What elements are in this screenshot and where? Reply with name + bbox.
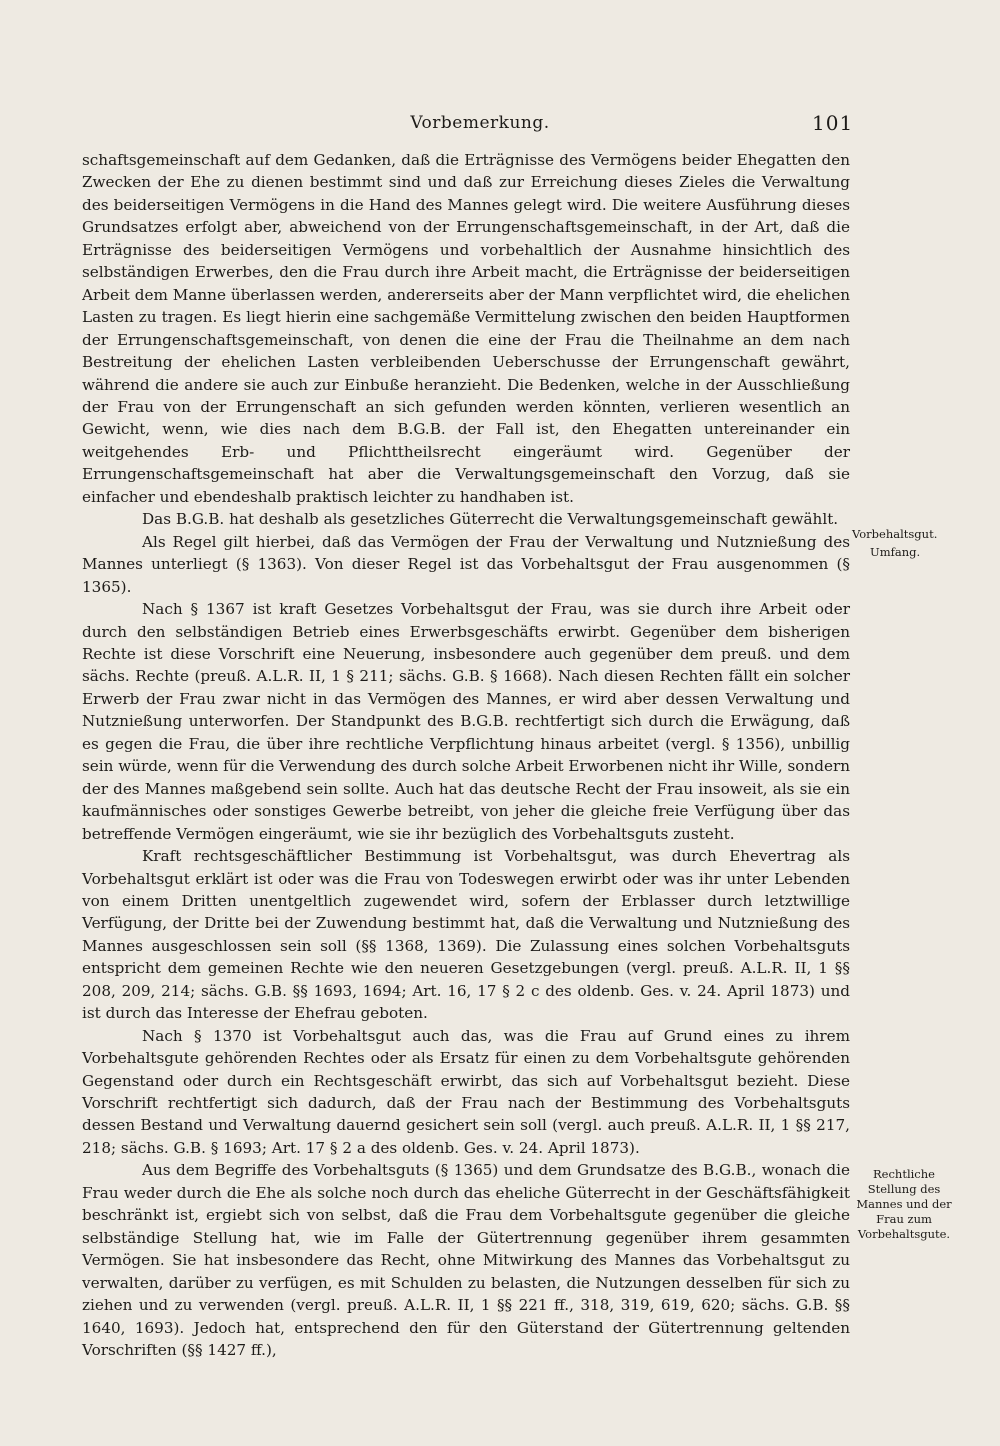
paragraph: Nach § 1367 ist kraft Gesetzes Vorbehaltsgut der Frau, was sie durch ihre Arbeit oder durch den selbständigen Betrieb eines Erwerbsgeschäfts erwirbt. Gegenüber dem bisherigen Rechte ist diese Vorschrift eine Neuerung, insbesondere auch gegenüber dem preuß. und dem sächs. Rechte (preuß. A.L.R. II, 1 § 211; sächs. G.B. § 1668). Nach diesen Rechten fällt ein solcher Erwerb der Frau zwar nicht in das Vermögen des Mannes, er wird aber dessen Verwaltung und Nutznießung unterworfen. Der Standpunkt des B.G.B. rechtfertigt sich durch die Erwägung, daß es gegen die Frau, die über ihre rechtliche Verpflichtung hinaus arbeitet (vergl. § 1356), unbillig sein würde, wenn für die Verwendung des durch solche Arbeit Erworbenen nicht ihr Wille, sondern der des Mannes maßgebend sein sollte. Auch hat das deutsche Recht der Frau insoweit, als sie ein kaufmännisches oder sonstiges Gewerbe betreibt, von jeher die gleiche freie Verfügung über das betreffende Vermögen eingeräumt, wie sie ihr bezüglich des Vorbehaltsguts zusteht. [82, 600, 850, 843]
margin-note-umfang: Umfang. [870, 545, 921, 559]
running-header: Vorbemerkung. [410, 113, 550, 133]
paragraph: Aus dem Begriffe des Vorbehaltsguts (§ 1365) und dem Grundsatze des B.G.B., wonach die Frau weder durch die Ehe als solche noch durch das eheliche Güterrecht in der Geschäftsfähigkeit beschränkt ist, ergiebt sich von selbst, daß die Frau dem Vorbehaltsgute gegenüber die gleiche selbständige Stellung hat, wie im Falle der Gütertrennung gegenüber ihrem gesammten Vermögen. Sie hat insbesondere das Recht, ohne Mitwirkung des Mannes das Vorbehaltsgut zu verwalten, darüber zu verfügen, es mit Schulden zu belasten, die Nutzungen desselben für sich zu ziehen und zu verwenden (vergl. preuß. A.L.R. II, 1 §§ 221 ff., 318, 319, 619, 620; sächs. G.B. §§ 1640, 1693). Jedoch hat, entsprechend den für den Güterstand der Gütertrennung geltenden Vorschriften (§§ 1427 ff.), [82, 1161, 850, 1360]
paragraph: Nach § 1370 ist Vorbehaltsgut auch das, was die Frau auf Grund eines zu ihrem Vorbehaltsgute gehörenden Rechtes oder als Ersatz für einen zu dem Vorbehaltsgute gehörenden Gegenstand oder durch ein Rechtsgeschäft erwirbt, das sich auf Vorbehaltsgut bezieht. Diese Vorschrift rechtfertigt sich dadurch, daß der Frau nach der Bestimmung des Vorbehaltsguts dessen Bestand und Verwaltung dauernd gesichert sein soll (vergl. auch preuß. A.L.R. II, 1 §§ 217, 218; sächs. G.B. § 1693; Art. 17 § 2 a des oldenb. Ges. v. 24. April 1873). [82, 1026, 850, 1157]
main-text [82, 149, 850, 1361]
margin-note-vorbehaltsgut: Vorbehaltsgut. [852, 527, 938, 541]
paragraph: schaftsgemeinschaft auf dem Gedanken, daß die Erträgnisse des Vermögens beider Ehegatten den Zwecken der Ehe zu dienen bestimmt sind und daß zur Erreichung dieses Zieles die Verwaltung des beiderseitigen Vermögens in die Hand des Mannes gelegt wird. Die weitere Ausführung dieses Grundsatzes erfolgt aber, abweichend von der Errungenschaftsgemeinschaft, in der Art, daß die Erträgnisse des beiderseitigen Vermögens und vorbehaltlich der Ausnahme hinsichtlich des selbständigen Erwerbes, den die Frau durch ihre Arbeit macht, die Erträgnisse der beiderseitigen Arbeit dem Manne überlassen werden, andererseits aber der Mann verpflichtet wird, die ehelichen Lasten zu tragen. Es liegt hierin eine sachgemäße Vermittelung zwischen den beiden Hauptformen der Errungenschaftsgemeinschaft, von denen die eine der Frau die Theilnahme an dem nach Bestreitung der ehelichen Lasten verbleibenden Ueberschusse der Errungenschaft gewährt, während die andere sie auch zur Einbuße heranzieht. Die Bedenken, welche in der Ausschließung der Frau von der Errungenschaft an sich gefunden werden könnten, verlieren wesentlich an Gewicht, wenn, wie dies nach dem B.G.B. der Fall ist, den Ehegatten untereinander ein weitgehendes Erb- und Pflichttheilsrecht eingeräumt wird. Gegenüber der Errungenschaftsgemeinschaft hat aber die Verwaltungsgemeinschaft den Vorzug, daß sie einfacher und ebendeshalb praktisch leichter zu handhaben ist. [82, 151, 850, 506]
page-number: 101 [812, 111, 854, 135]
paragraph: Als Regel gilt hierbei, daß das Vermögen der Frau der Verwaltung und Nutznießung des Mannes unterliegt (§ 1363). Von dieser Regel ist das Vorbehaltsgut der Frau ausgenommen (§ 1365). [82, 532, 850, 596]
margin-note-rechtliche-stellung: Rechtliche Stellung des Mannes und der Frau zum Vorbehaltsgute. [856, 1167, 952, 1241]
paragraph: Das B.G.B. hat deshalb als gesetzliches Güterrecht die Verwaltungsgemeinschaft gewählt. [142, 510, 839, 529]
paragraph: Kraft rechtsgeschäftlicher Bestimmung ist Vorbehaltsgut, was durch Ehevertrag als Vorbehaltsgut erklärt ist oder was die Frau von Todeswegen erwirbt oder was ihr unter Lebenden von einem Dritten unentgeltlich zugewendet wird, sofern der Erblasser durch letztwillige Verfügung, der Dritte bei der Zuwendung bestimmt hat, daß die Verwaltung und Nutznießung des Mannes ausgeschlossen sein soll (§§ 1368, 1369). Die Zulassung eines solchen Vorbehaltsguts entspricht dem gemeinen Rechte wie den neueren Gesetzgebungen (vergl. preuß. A.L.R. II, 1 §§ 208, 209, 214; sächs. G.B. §§ 1693, 1694; Art. 16, 17 § 2 c des oldenb. Ges. v. 24. April 1873) und ist durch das Interesse der Ehefrau geboten. [82, 847, 850, 1023]
